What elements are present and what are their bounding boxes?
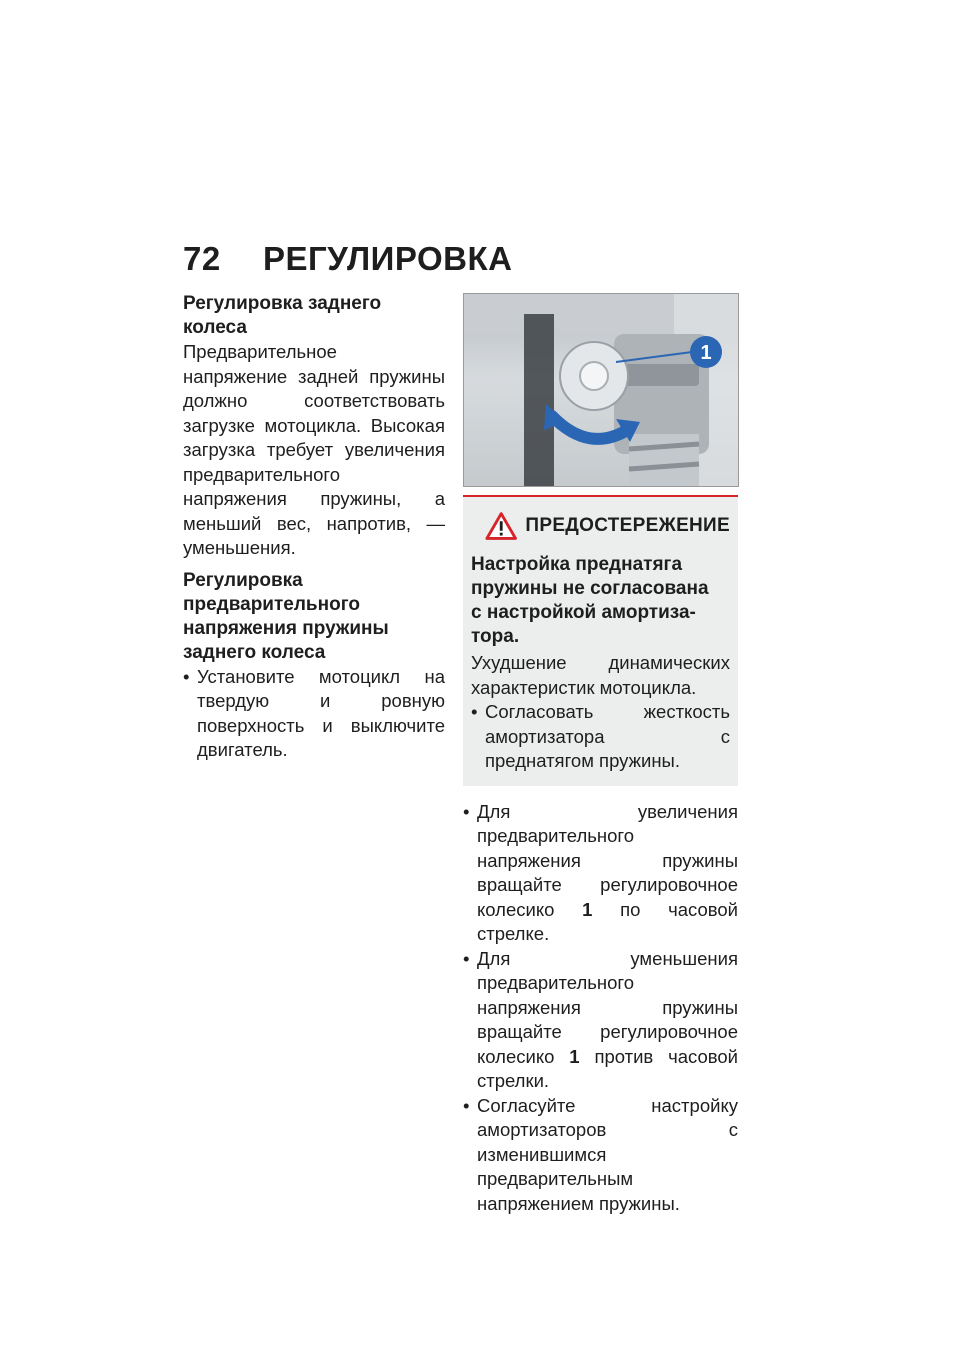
list-text: против часовой стрелки. [477,1045,739,1091]
list-item: • Согласовать жесткость амортизатора с преднатягом пружины. [471,700,730,774]
page-number: 72 [183,240,221,277]
warning-heading [471,553,730,649]
heading-line: заднего колеса [183,641,326,663]
section-heading-rear-wheel [183,292,445,340]
heading-line: Регулировка [183,569,303,591]
list-item [463,947,738,1094]
heading-line: с настройкой амортиза- [471,602,696,623]
intro-paragraph: Предварительное напряжение задней пружины должно соответствовать загрузке мотоцикла. Высокая загрузка требует увеличения предварительного напряжения пружины, а меньший вес, напротив, — уменьшения. [183,341,445,558]
heading-line: Регулировка заднего [183,293,382,314]
right-column [463,293,738,1216]
heading-line: колеса [183,317,247,338]
warning-list [471,700,730,774]
left-column [183,292,445,763]
shock-absorber-illustration [464,294,738,486]
warning-title-row [485,511,730,541]
shock-spring [629,434,699,486]
heading-line: предварительного [183,593,360,615]
list-text: Для уменьшения предварительного напряжения пружины вращайте регулировочное колесико [477,947,738,1067]
heading-line: Настройка преднатяга [471,554,683,575]
warning-triangle-icon [485,511,517,541]
heading-line: пружины не согласована [471,578,709,599]
heading-line: тора. [471,626,520,647]
frame-dark-strut [524,314,554,486]
list-text: Для увеличения предварительного напряжения пружины вращайте регулировочное колесико [477,800,738,920]
reference-number: 1 [582,898,593,920]
warning-box [463,497,738,786]
callout-label: 1 [700,342,712,364]
heading-line: напряжения пружины [183,617,389,639]
list-text: по часовой стрелке. [477,898,738,944]
adjuster-knob-center [580,362,608,390]
reference-number: 1 [569,1045,580,1067]
instruction-list-right [463,800,738,1217]
list-item [463,800,738,947]
instruction-list-left [183,665,445,763]
chapter-title: РЕГУЛИРОВКА [263,240,513,277]
section-heading-preload [183,569,445,665]
page-header [183,240,512,278]
warning-title: ПРЕДОСТЕРЕЖЕНИЕ [525,515,730,536]
shock-ring [624,364,699,386]
list-item: • Согласуйте настройку амортизаторов с изменившимся предварительным напряжением пружины. [463,1094,738,1217]
list-item: • Установите мотоцикл на твердую и ровную поверхность и выключите двигатель. [183,665,445,763]
shock-adjuster-figure [463,293,739,487]
warning-text: Ухудшение динамических характеристик мотоцикла. [471,652,730,698]
